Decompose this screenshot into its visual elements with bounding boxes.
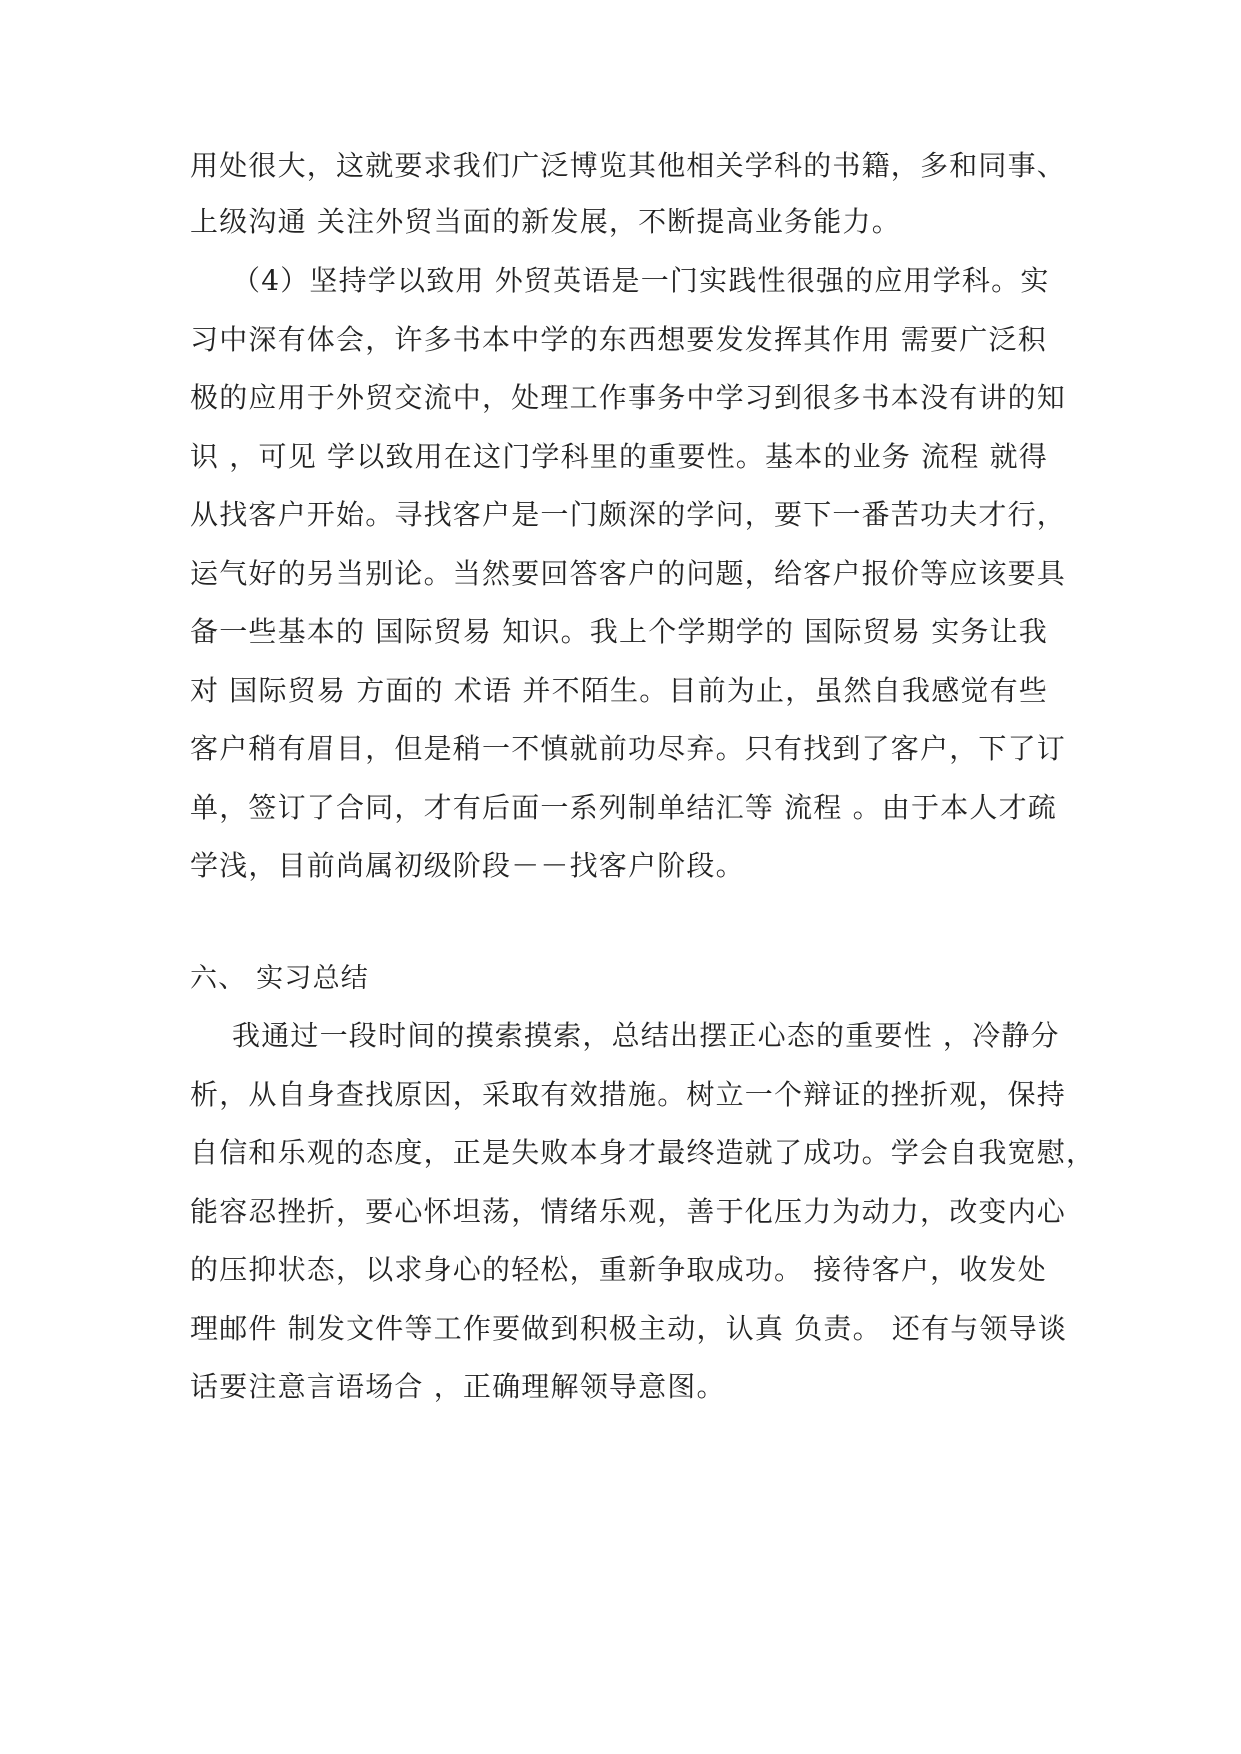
paragraph-line: 从找客户开始。寻找客户是一门颇深的学问，要下一番苦功夫才行， [190,498,1067,531]
paragraph-line: 上级沟通 关注外贸当面的新发展，不断提高业务能力。 [190,205,901,238]
paragraph-line: 能容忍挫折，要心怀坦荡，情绪乐观，善于化压力为动力，改变内心 [190,1195,1067,1228]
paragraph-line: 自信和乐观的态度，正是失败本身才最终造就了成功。学会自我宽慰， [190,1136,1096,1169]
paragraph-line: 我通过一段时间的摸索摸索，总结出摆正心态的重要性 ，冷静分 [232,1019,1060,1052]
paragraph-line: 运气好的另当别论。当然要回答客户的问题，给客户报价等应该要具 [190,557,1067,590]
paragraph-line: （4）坚持学以致用 外贸英语是一门实践性很强的应用学科。实 [232,264,1050,297]
paragraph-line: 用处很大，这就要求我们广泛博览其他相关学科的书籍，多和同事、 [190,149,1067,182]
paragraph-line: 习中深有体会，许多书本中学的东西想要发发挥其作用 需要广泛积 [190,323,1047,356]
paragraph-line: 析，从自身查找原因，采取有效措施。树立一个辩证的挫折观，保持 [190,1078,1067,1111]
paragraph-line: 识 ，可见 学以致用在这门学科里的重要性。基本的业务 流程 就得 [190,440,1049,473]
paragraph-line: 的压抑状态，以求身心的轻松，重新争取成功。 接待客户，收发处 [190,1253,1047,1286]
paragraph-line: 客户稍有眉目，但是稍一不慎就前功尽弃。只有找到了客户，下了订 [190,732,1067,765]
paragraph-line: 理邮件 制发文件等工作要做到积极主动，认真 负责。 还有与领导谈 [190,1312,1068,1345]
section-heading: 六、 实习总结 [190,963,369,994]
paragraph-line: 单，签订了合同，才有后面一系列制单结汇等 流程 。由于本人才疏 [190,791,1058,824]
paragraph-line: 极的应用于外贸交流中，处理工作事务中学习到很多书本没有讲的知 [190,381,1067,414]
paragraph-line: 学浅，目前尚属初级阶段－－找客户阶段。 [190,849,745,882]
paragraph-line: 话要注意言语场合 ，正确理解领导意图。 [190,1370,726,1403]
paragraph-line: 备一些基本的 国际贸易 知识。我上个学期学的 国际贸易 实务让我 [190,615,1049,648]
paragraph-line: 对 国际贸易 方面的 术语 并不陌生。目前为止，虽然自我感觉有些 [190,674,1049,707]
